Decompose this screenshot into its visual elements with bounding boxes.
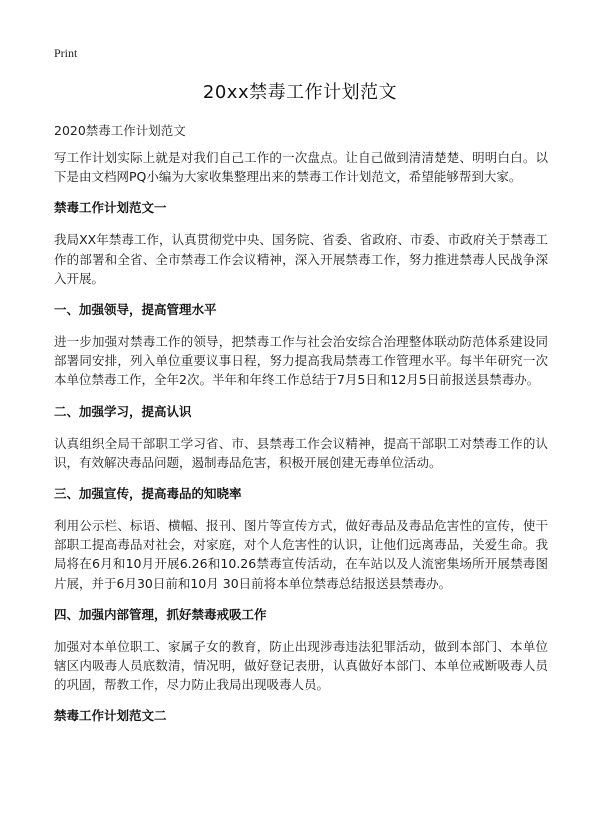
section-two-heading: 禁毒工作计划范文二 xyxy=(54,708,167,724)
document-subtitle: 2020禁毒工作计划范文 xyxy=(54,123,186,138)
section-one-heading: 禁毒工作计划范文一 xyxy=(54,200,167,216)
item-two-heading: 二、加强学习，提高认识 xyxy=(54,403,192,419)
item-four-heading: 四、加强内部管理，抓好禁毒戒吸工作 xyxy=(54,606,267,622)
print-label: Print xyxy=(54,46,78,60)
item-three-paragraph: 利用公示栏、标语、横幅、报刊、图片等宣传方式，做好毒品及毒品危害性的宣传，使干部职工提高毒品对社会，对家庭，对个人危害性的认识，让他们远离毒品，关爱生命。我局将在6月和10月开展6.26和10.26禁毒宣传活动，在车站以及人流密集场所开展禁毒图片展，并于6月30日前和10月 30日前将本单位禁毒总结报送县禁毒办。 xyxy=(54,518,548,591)
item-one-heading: 一、加强领导，提高管理水平 xyxy=(54,302,217,318)
item-three-heading: 三、加强宣传，提高毒品的知晓率 xyxy=(54,486,242,502)
document-body xyxy=(54,148,548,738)
item-one-paragraph: 进一步加强对禁毒工作的领导，把禁毒工作与社会治安综合治理整体联动防范体系建设同部署同安排，列入单位重要议事日程，努力提高我局禁毒工作管理水平。每半年研究一次本单位禁毒工作，全年2次。半年和年终工作总结于7月5日和12月5日前报送县禁毒办。 xyxy=(54,334,548,388)
item-four-paragraph: 加强对本单位职工、家属子女的教育，防止出现涉毒违法犯罪活动，做到本部门、本单位辖区内吸毒人员底数清，情况明，做好登记表册，认真做好本部门、本单位戒断吸毒人员的巩固，帮教工作，尽力防止我局出现吸毒人员。 xyxy=(54,638,548,693)
item-two-paragraph: 认真组织全局干部职工学习省、市、县禁毒工作会议精神，提高干部职工对禁毒工作的认识，有效解决毒品问题，遏制毒品危害，积极开展创建无毒单位活动。 xyxy=(54,435,548,470)
intro-paragraph: 写工作计划实际上就是对我们自己工作的一次盘点。让自己做到清清楚楚、明明白白。以下是由文档网PQ小编为大家收集整理出来的禁毒工作计划范文，希望能够帮到大家。 xyxy=(54,150,548,185)
page-title: 20xx禁毒工作计划范文 xyxy=(202,82,398,103)
section-one-paragraph: 我局XX年禁毒工作，认真贯彻党中央、国务院、省委、省政府、市委、市政府关于禁毒工作的部署和全省、全市禁毒工作会议精神，深入开展禁毒工作，努力推进禁毒人民战争深入开展。 xyxy=(54,232,548,286)
